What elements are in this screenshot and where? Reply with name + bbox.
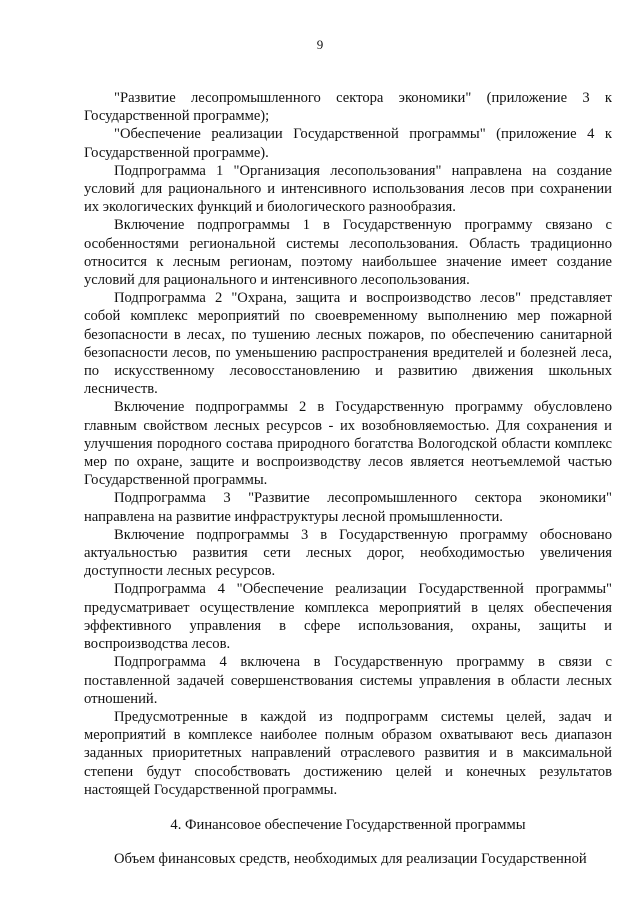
paragraph: Включение подпрограммы 1 в Государственную программу связано с особенностями региональной системы лесопользования. Область традиционно относится к лесным регионам, поэтому наибольшее значение имеет создание условий для рационального и интенсивного лесопользования. <box>84 217 612 289</box>
paragraph: Подпрограмма 1 "Организация лесопользования" направлена на создание условий для рационального и интенсивного использования лесов при сохранении их экологических функций и биологического разнообразия. <box>84 162 612 216</box>
paragraph: "Развитие лесопромышленного сектора экономики" (приложение 3 к Государственной программе); <box>84 90 612 125</box>
section-heading: 4. Финансовое обеспечение Государственной программы <box>170 816 526 833</box>
paragraph: Подпрограмма 3 "Развитие лесопромышленного сектора экономики" направлена на развитие инфраструктуры лесной промышленности. <box>84 490 612 525</box>
paragraph: "Обеспечение реализации Государственной программы" (приложение 4 к Государственной программе). <box>84 126 612 161</box>
paragraph: Подпрограмма 4 "Обеспечение реализации Государственной программы" предусматривает осуществление комплекса мероприятий в целях обеспечения эффективного управления в сфере использования, охраны, защиты и воспроизводства лесов. <box>84 581 612 653</box>
paragraph: Включение подпрограммы 3 в Государственную программу обосновано актуальностью развития сети лесных дорог, необходимостью увеличения доступности лесных ресурсов. <box>84 526 612 580</box>
document-body <box>84 89 612 868</box>
paragraph: Объем финансовых средств, необходимых для реализации Государственной <box>114 851 587 868</box>
paragraph: Подпрограмма 4 включена в Государственную программу в связи с поставленной задачей совершенствования системы управления в области лесных отношений. <box>84 654 612 707</box>
paragraph: Включение подпрограммы 2 в Государственную программу обусловлено главным свойством лесных ресурсов - их возобновляемостью. Для сохранения и улучшения породного состава природного богатства Вологодской области комплекс мер по охране, защите и воспроизводству лесов является неотъемлемой частью Государственной программы. <box>84 399 612 489</box>
paragraph: Предусмотренные в каждой из подпрограмм системы целей, задач и мероприятий в комплексе наиболее полным образом охватывают весь диапазон заданных приоритетных направлений отраслевого развития и в максимальной степени будут способствовать достижению целей и конечных результатов настоящей Государственной программы. <box>84 708 612 798</box>
paragraph: Подпрограмма 2 "Охрана, защита и воспроизводство лесов" представляет собой комплекс мероприятий по своевременному выполнению мер пожарной безопасности в лесах, по тушению лесных пожаров, по обеспечению санитарной безопасности лесов, по уменьшению распространения вредителей и болезней леса, по искусственному лесовосстановлению и развитию движения школьных лесничеств. <box>84 290 612 398</box>
page-number: 9 <box>316 37 324 52</box>
